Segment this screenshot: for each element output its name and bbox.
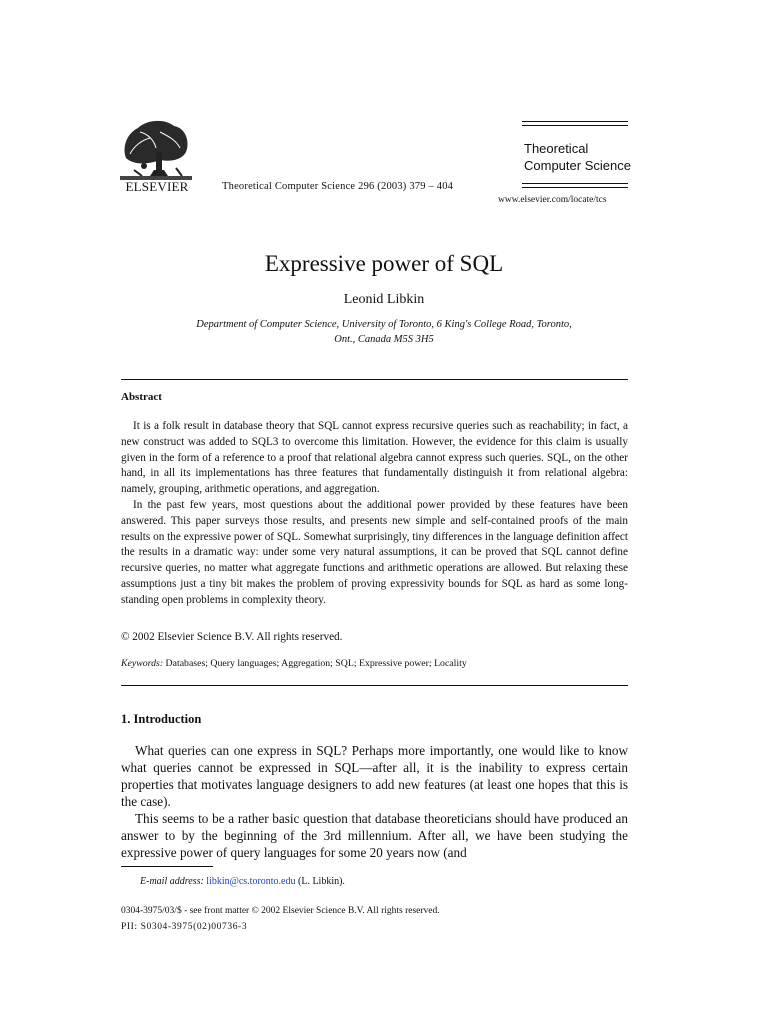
affiliation-line2: Ont., Canada M5S 3H5 [334,334,434,345]
journal-logo-rule-top-2 [522,125,628,126]
keywords-text: Databases; Query languages; Aggregation; SQL; Expressive power; Locality [165,658,467,669]
keywords [121,658,467,669]
keywords-label: Keywords: [121,658,164,669]
abstract-paragraph-1: It is a folk result in database theory that SQL cannot express recursive queries such as reachability; in fact, a new construct was added to SQL3 to overcome this limitation. However, the evidence for this claim is usually given in the form of a reference to a proof that relational algebra cannot express such queries. SQL, on the other hand, in all its implementations has three features that fundamentally distinguish it from relational algebra: namely, grouping, arithmetic operations, and aggregation. [121,420,628,496]
introduction-body [121,742,628,861]
journal-logo-rule-bottom [522,183,628,184]
footnote-rule [121,866,213,867]
author-affiliation [140,317,628,347]
section-heading-introduction: 1. Introduction [121,712,202,726]
abstract-bottom-rule [121,685,628,686]
article-title: Expressive power of SQL [264,251,504,276]
affiliation-line1: Department of Computer Science, University of Toronto, 6 King's College Road, Toronto, [196,319,572,330]
footnote [140,876,345,887]
elsevier-tree-logo-icon [120,118,192,180]
abstract-heading: Abstract [121,391,162,403]
author-email-link[interactable]: libkin@cs.toronto.edu [206,876,296,887]
footnote-suffix: (L. Libkin). [298,876,345,887]
publisher-name: ELSEVIER [125,179,189,194]
front-matter-line: 0304-3975/03/$ - see front matter © 2002 Elsevier Science B.V. All rights reserved. [121,906,440,916]
abstract-copyright: © 2002 Elsevier Science B.V. All rights reserved. [121,631,343,643]
abstract-paragraph-2: In the past few years, most questions about the additional power provided by these features have been answered. This paper surveys those results, and presents new simple and self-contained proofs of the main results on the expressive power of SQL. Somewhat surprisingly, tiny differences in the language definition affect the results in a dramatic way: under some very natural assumptions, it can be proved that SQL cannot define recursive queries, no matter what aggregate functions and arithmetic operations are allowed. But relaxing these assumptions just a tiny bit makes the problem of proving expressivity bounds for SQL as hard as some long-standing open problems in complexity theory. [121,498,628,606]
introduction-paragraph-1: What queries can one express in SQL? Perhaps more importantly, one would like to know what queries cannot be expressed in SQL—after all, it is the inability to express certain properties that motivates language designers to add new features (at least one hopes that this is the case). [121,743,628,809]
introduction-paragraph-2: This seems to be a rather basic question that database theoreticians should have produced an answer to by the beginning of the 3rd millennium. After all, we have been studying the expressive power of query languages for some 20 years now (and [121,811,628,860]
journal-logo-line1: Theoretical [524,141,589,156]
journal-url[interactable]: www.elsevier.com/locate/tcs [498,195,607,205]
pii-line: PII: S0304-3975(02)00736-3 [121,922,248,932]
journal-citation: Theoretical Computer Science 296 (2003) 379 – 404 [222,181,454,192]
journal-logo-rule-top [522,121,628,122]
footnote-label: E-mail address: [140,876,204,887]
journal-logo [524,140,631,174]
journal-logo-rule-bottom-2 [522,187,628,188]
abstract-body [121,419,628,609]
article-author: Leonid Libkin [343,292,425,307]
abstract-top-rule [121,379,628,380]
journal-logo-line2: Computer Science [524,158,631,173]
